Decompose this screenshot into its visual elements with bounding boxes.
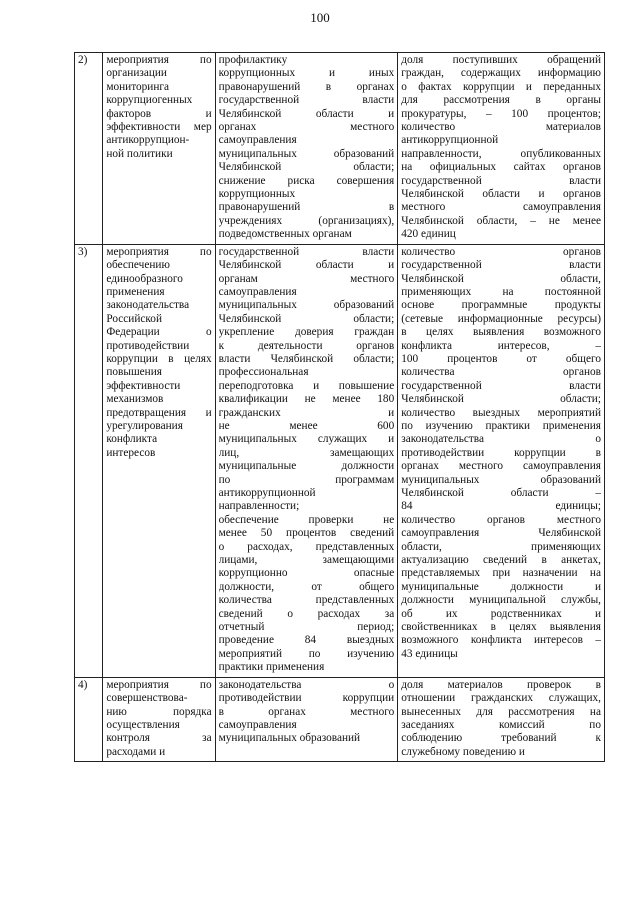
event-cell-line: мероприятия по (106, 678, 212, 691)
indicator-cell-line: количество органов (401, 245, 601, 258)
indicator-cell-line: применяющих на постоянной (401, 285, 601, 298)
task-cell (215, 677, 398, 761)
table-row (75, 53, 605, 245)
task-cell-line: учреждениях (организациях), (218, 214, 395, 227)
indicator-cell-line: возможного конфликта интересов – (401, 634, 601, 647)
indicator-cell-line: для рассмотрения в органы (401, 94, 601, 107)
event-cell-line: применения (106, 285, 165, 298)
event-cell-line: мероприятия по (106, 245, 212, 258)
indicator-cell (398, 677, 605, 761)
indicator-cell-line: доля поступивших обращений (401, 54, 601, 66)
row-number: 3) (75, 244, 103, 677)
indicator-cell-line: заседаниях комиссий по (401, 718, 601, 731)
indicator-cell-line: соблюдению требований к (401, 732, 601, 745)
task-cell (215, 53, 398, 245)
task-cell-line: органам местного (218, 272, 395, 285)
task-cell-line: Челябинской области и (218, 259, 395, 272)
task-cell-line: к деятельности органов (218, 339, 395, 352)
task-cell-line: коррупционных и иных (218, 67, 395, 80)
indicator-cell-line: местного самоуправления (401, 201, 601, 214)
table-row (75, 244, 605, 677)
indicator-cell-line: Челябинской области – (401, 487, 601, 499)
task-cell-line: профилактику (218, 54, 288, 66)
indicator-cell-line: противодействии коррупции в (401, 446, 601, 459)
indicator-cell-line: 100 процентов от общего (401, 352, 601, 365)
task-cell-line: коррупционно опасные (218, 567, 395, 580)
indicator-cell-line: доля материалов проверок в (401, 678, 601, 691)
indicator-cell-line: 43 единицы (401, 647, 458, 660)
event-cell-line: антикоррупцион- (106, 134, 190, 147)
task-cell-line: обеспечение проверки не (218, 513, 395, 526)
task-cell-line: укрепление доверия граждан (218, 326, 395, 339)
indicator-cell-line: по изучению практики применения (401, 419, 601, 432)
indicator-cell-line: количество материалов (401, 121, 601, 134)
event-cell-line: осуществления (106, 718, 180, 731)
task-cell-line: гражданских и (218, 406, 395, 419)
event-cell-line: расходами и (106, 745, 166, 758)
task-cell-line: о расходах, представленных (218, 540, 395, 553)
task-cell-line: правонарушений в (218, 201, 395, 214)
task-cell-line: лиц, замещающих (218, 446, 395, 459)
task-cell-line: Челябинской области; (218, 161, 395, 174)
task-cell-line: Челябинской области; (218, 312, 395, 325)
indicator-cell-line: государственной власти (401, 379, 601, 392)
indicator-cell-line: представляемых при назначении на (401, 567, 601, 580)
indicator-cell-line: Челябинской области и органов (401, 188, 601, 201)
task-cell-line: органах местного (218, 121, 395, 134)
task-cell-line: лицами, замещающими (218, 554, 395, 567)
indicator-cell-line: 420 единиц (401, 228, 456, 241)
indicator-cell-line: законодательства о (401, 433, 601, 446)
indicator-cell-line: Челябинской области, – не менее (401, 214, 601, 227)
task-cell-line: законодательства о (218, 678, 395, 691)
event-cell-line: обеспечению (106, 259, 170, 272)
indicator-cell-line: должности муниципальной службы, (401, 594, 601, 607)
indicator-cell (398, 244, 605, 677)
task-cell-line: самоуправления (218, 285, 297, 298)
task-cell-line: власти Челябинской области; (218, 352, 395, 365)
event-cell-line: Федерации о (106, 326, 212, 339)
row-number: 2) (75, 53, 103, 245)
task-cell-line: Челябинской области и (218, 107, 395, 120)
task-cell-line: профессиональная (218, 366, 309, 379)
task-cell-line: самоуправления (218, 718, 297, 731)
indicator-cell-line: количество выездных мероприятий (401, 406, 601, 419)
event-cell (103, 677, 215, 761)
event-cell-line: эффективности мер (106, 121, 212, 134)
indicator-cell-line: граждан, содержащих информацию (401, 67, 601, 80)
task-cell-line: практики применения (218, 661, 325, 674)
event-cell-line: мероприятия по (106, 54, 212, 66)
task-cell-line: мероприятий по изучению (218, 647, 395, 660)
indicator-cell-line: в целях выявления возможного (401, 326, 601, 339)
task-cell-line: переподготовка и повышение (218, 379, 395, 392)
event-cell-line: конфликта (106, 433, 158, 446)
event-cell-line: законодательства (106, 299, 190, 312)
indicator-cell (398, 53, 605, 245)
task-cell-line: направленности; (218, 500, 300, 513)
event-cell-line: урегулирования (106, 419, 183, 432)
indicator-cell-line: об их родственниках и (401, 607, 601, 620)
task-cell-line: подведомственных органам (218, 228, 352, 241)
task-cell-line: количества представленных (218, 594, 395, 607)
event-cell-line: единообразного (106, 272, 183, 285)
event-cell-line: предотвращения и (106, 406, 212, 419)
task-cell-line: муниципальных образований (218, 732, 361, 745)
event-cell-line: интересов (106, 446, 156, 459)
indicator-cell-line: вынесенных для рассмотрения на (401, 705, 601, 718)
row-number: 4) (75, 677, 103, 761)
task-cell-line: проведение 84 выездных (218, 634, 395, 647)
event-cell-line: Российской (106, 312, 163, 325)
event-cell-line: организации (106, 67, 167, 80)
event-cell (103, 53, 215, 245)
task-cell-line: муниципальные должности (218, 460, 395, 473)
indicator-cell-line: служебному поведению и (401, 745, 525, 758)
task-cell-line: антикоррупционной (218, 487, 316, 499)
indicator-cell-line: 84 единицы; (401, 500, 601, 513)
task-cell-line: снижение риска совершения (218, 174, 395, 187)
indicator-cell-line: отношении гражданских служащих, (401, 692, 601, 705)
indicator-cell-line: Челябинской области, (401, 272, 601, 285)
indicator-cell-line: на официальных сайтах органов (401, 161, 601, 174)
task-cell-line: коррупционных (218, 188, 296, 201)
task-cell-line: муниципальных образований (218, 299, 395, 312)
page-number: 100 (310, 10, 330, 25)
task-cell-line: по программам (218, 473, 395, 486)
indicator-cell-line: прокуратуры, – 100 процентов; (401, 107, 601, 120)
task-cell-line: противодействии коррупции (218, 692, 395, 705)
indicator-cell-line: актуализацию сведений в анкетах, (401, 554, 601, 567)
table-row (75, 677, 605, 761)
event-cell-line: мониторинга (106, 80, 170, 93)
task-cell-line: самоуправления (218, 134, 297, 147)
indicator-cell-line: государственной власти (401, 174, 601, 187)
indicator-cell-line: о фактах коррупции и переданных (401, 80, 601, 93)
event-cell-line: нию порядка (106, 705, 212, 718)
indicator-cell-line: свойственниках в целях выявления (401, 621, 601, 634)
task-cell-line: муниципальных образований (218, 147, 395, 160)
event-cell-line: ной политики (106, 147, 173, 160)
indicator-cell-line: (сетевые информационные ресурсы) (401, 312, 601, 325)
indicator-cell-line: направленности, опубликованных (401, 147, 601, 160)
task-cell-line: муниципальных служащих и (218, 433, 395, 446)
task-cell-line: не менее 600 (218, 419, 395, 432)
indicator-cell-line: муниципальных образований (401, 473, 601, 486)
indicator-cell-line: самоуправления Челябинской (401, 527, 601, 540)
event-cell-line: механизмов (106, 393, 164, 406)
task-cell-line: государственной власти (218, 245, 395, 258)
task-cell-line: менее 50 процентов сведений (218, 527, 395, 540)
task-cell-line: отчетный период; (218, 621, 395, 634)
task-cell-line: в органах местного (218, 705, 395, 718)
indicator-cell-line: муниципальные должности и (401, 580, 601, 593)
event-cell-line: факторов и (106, 107, 212, 120)
event-cell-line: эффективности (106, 379, 181, 392)
indicator-cell-line: количество органов местного (401, 513, 601, 526)
task-cell-line: должности, от общего (218, 580, 395, 593)
event-cell-line: коррупции в целях (106, 352, 212, 365)
event-cell-line: совершенствова- (106, 692, 188, 705)
event-cell-line: повышения (106, 366, 162, 379)
event-cell-line: противодействии (106, 339, 190, 352)
indicator-cell-line: количества органов (401, 366, 601, 379)
indicator-cell-line: органах местного самоуправления (401, 460, 601, 473)
event-cell-line: контроля за (106, 732, 212, 745)
indicator-cell-line: государственной власти (401, 259, 601, 272)
indicator-cell-line: области, применяющих (401, 540, 601, 553)
indicator-cell-line: Челябинской области; (401, 393, 601, 406)
task-cell-line: государственной власти (218, 94, 395, 107)
task-cell (215, 244, 398, 677)
measures-table (74, 52, 605, 762)
event-cell (103, 244, 215, 677)
event-cell-line: коррупциогенных (106, 94, 193, 107)
indicator-cell-line: конфликта интересов, – (401, 339, 601, 352)
task-cell-line: квалификации не менее 180 (218, 393, 395, 406)
indicator-cell-line: антикоррупционной (401, 134, 499, 147)
task-cell-line: правонарушений в органах (218, 80, 395, 93)
indicator-cell-line: основе программные продукты (401, 299, 601, 312)
task-cell-line: сведений о расходах за (218, 607, 395, 620)
